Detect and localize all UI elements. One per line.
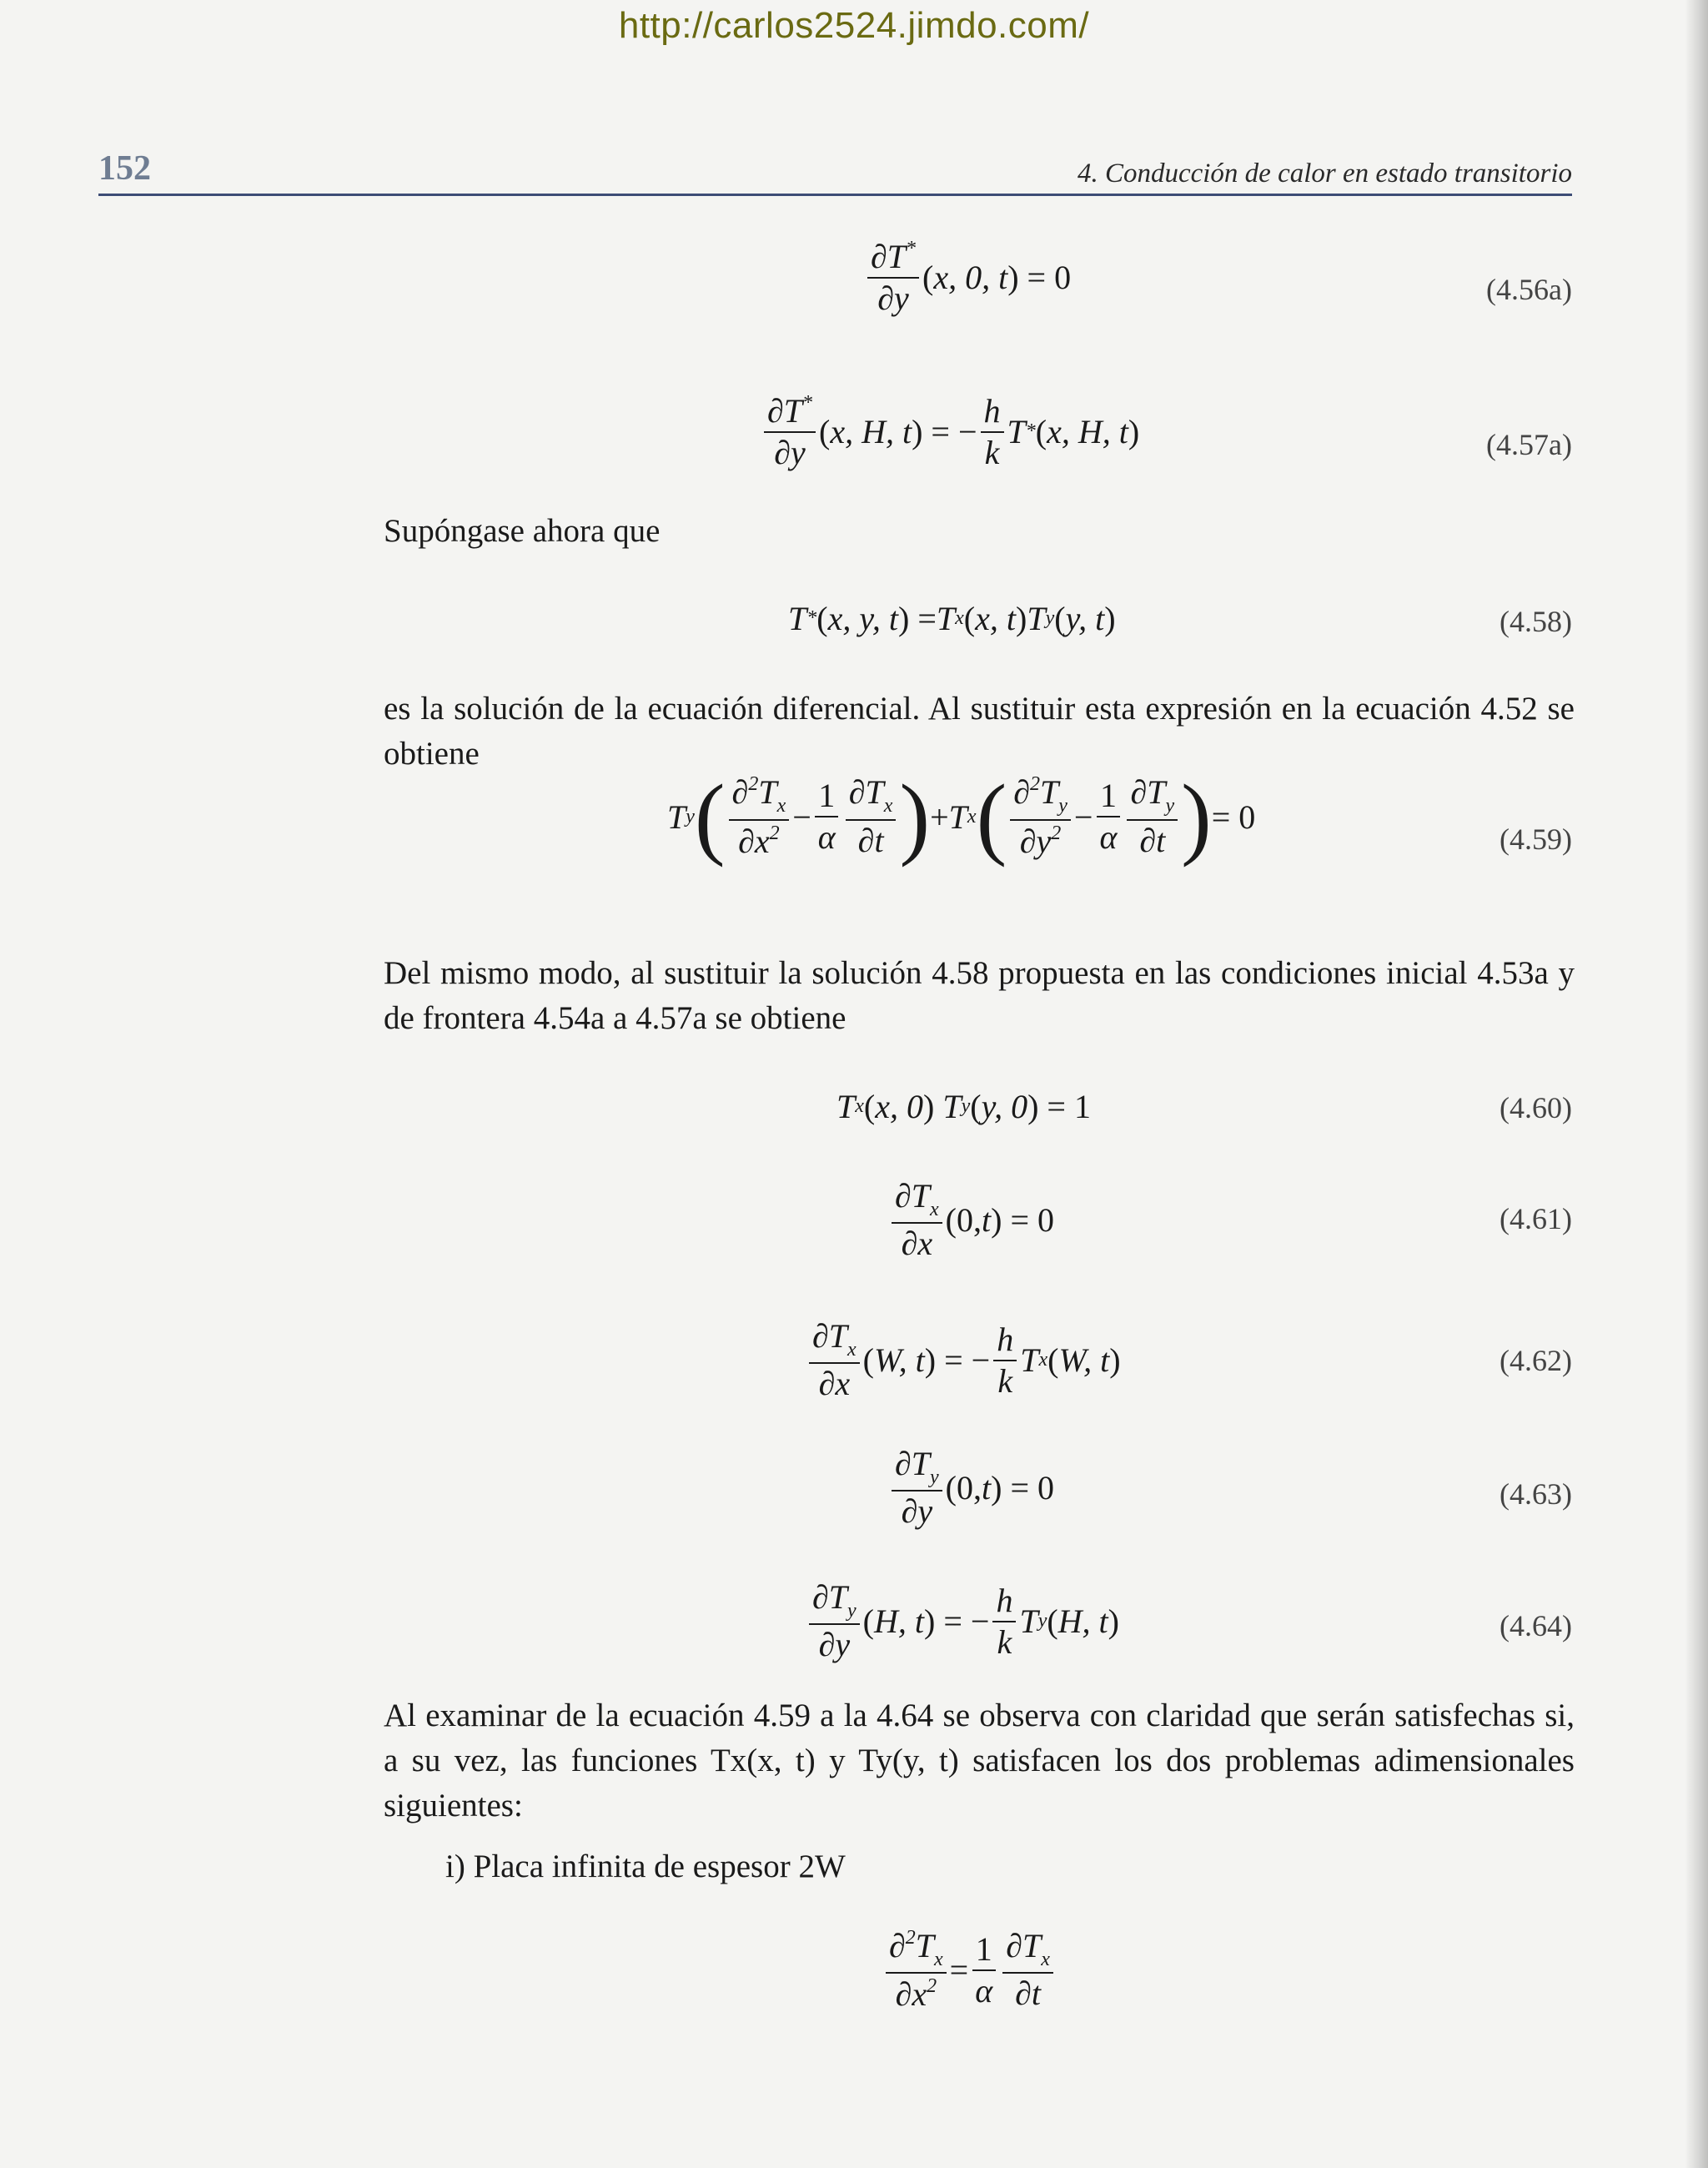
equation-number-4-59: (4.59) bbox=[1500, 822, 1572, 856]
equation-4-62: $\frac{\partial T_x}{\partial x}$ ( W, t ) = − $\frac{h}{k}$ T x ( W, t ) bbox=[806, 1318, 1121, 1402]
equation-4-58: T * ( x, y, t ) = T x ( x, t ) T y ( y, t ) bbox=[788, 600, 1116, 637]
equation-4-59: T y ( $\frac{\partial^2T_x}{\partial x^2}$ − $\frac{1}{\alpha}$ $\frac{\partial T_x}{\partial t}$ ) + T x ( $\frac{\partial^2T_y}{\partial y^2}$ − $\frac{1}{\alpha}$ $\frac{\partial T_y}{\partial t}$ ) = 0 bbox=[667, 766, 1256, 868]
source-url[interactable]: http://carlos2524.jimdo.com/ bbox=[618, 5, 1090, 46]
equation-number-4-62: (4.62) bbox=[1500, 1344, 1572, 1377]
list-item-placa-infinita: i) Placa infinita de espesor 2W bbox=[445, 1849, 846, 1884]
paragraph-solucion: es la solución de la ecuación diferencial. Al sustituir esta expresión en la ecuación 4.52 se obtiene bbox=[384, 691, 1575, 772]
paragraph-al-examinar: Al examinar de la ecuación 4.59 a la 4.64 se observa con claridad que serán satisfechas si, a su vez, las funciones Tx(x, t) y Ty(y, t) satisfacen los dos problemas adimensionales siguientes: bbox=[384, 1698, 1575, 1823]
header-rule bbox=[98, 194, 1572, 196]
equation-number-4-60: (4.60) bbox=[1500, 1091, 1572, 1124]
equation-4-63: $\frac{\partial T_y}{\partial y}$ (0, t ) = 0 bbox=[888, 1446, 1054, 1530]
equation-4-60: T x ( x, 0 ) T y ( y, 0 ) = 1 bbox=[836, 1088, 1091, 1125]
chapter-title: 4. Conducción de calor en estado transitorio bbox=[1077, 158, 1572, 189]
page-edge-shadow bbox=[1685, 0, 1708, 2168]
equation-number-4-58: (4.58) bbox=[1500, 605, 1572, 638]
equation-4-64: $\frac{\partial T_y}{\partial y}$ ( H, t ) = − $\frac{h}{k}$ T y ( H, t ) bbox=[806, 1579, 1119, 1663]
paragraph-suposicion: Supóngase ahora que bbox=[384, 513, 661, 549]
equation-4-57a: $\frac{\partial T^*}{\partial y}$ ( x, H, t ) = − $\frac{h}{k}$ T * ( x, H, t ) bbox=[761, 392, 1139, 471]
equation-number-4-57a: (4.57a) bbox=[1486, 428, 1572, 461]
equation-4-56a: $\frac{\partial T^*}{\partial y}$ ( x, 0, t ) = 0 bbox=[864, 238, 1071, 317]
equation-number-4-61: (4.61) bbox=[1500, 1202, 1572, 1235]
equation-number-4-56a: (4.56a) bbox=[1486, 273, 1572, 306]
paragraph-del-mismo-modo: Del mismo modo, al sustituir la solución 4.58 propuesta en las condiciones inicial 4.53a y de frontera 4.54a a 4.57a se obtiene bbox=[384, 955, 1575, 1036]
equation-placa-infinita: $\frac{\partial^2T_x}{\partial x^2}$ = $\frac{1}{\alpha}$ $\frac{\partial T_x}{\partial t}$ bbox=[882, 1927, 1057, 2013]
equation-4-61: $\frac{\partial T_x}{\partial x}$ (0, t ) = 0 bbox=[888, 1178, 1054, 1262]
equation-number-4-63: (4.63) bbox=[1500, 1477, 1572, 1511]
equation-number-4-64: (4.64) bbox=[1500, 1609, 1572, 1642]
page-number: 152 bbox=[98, 149, 151, 188]
